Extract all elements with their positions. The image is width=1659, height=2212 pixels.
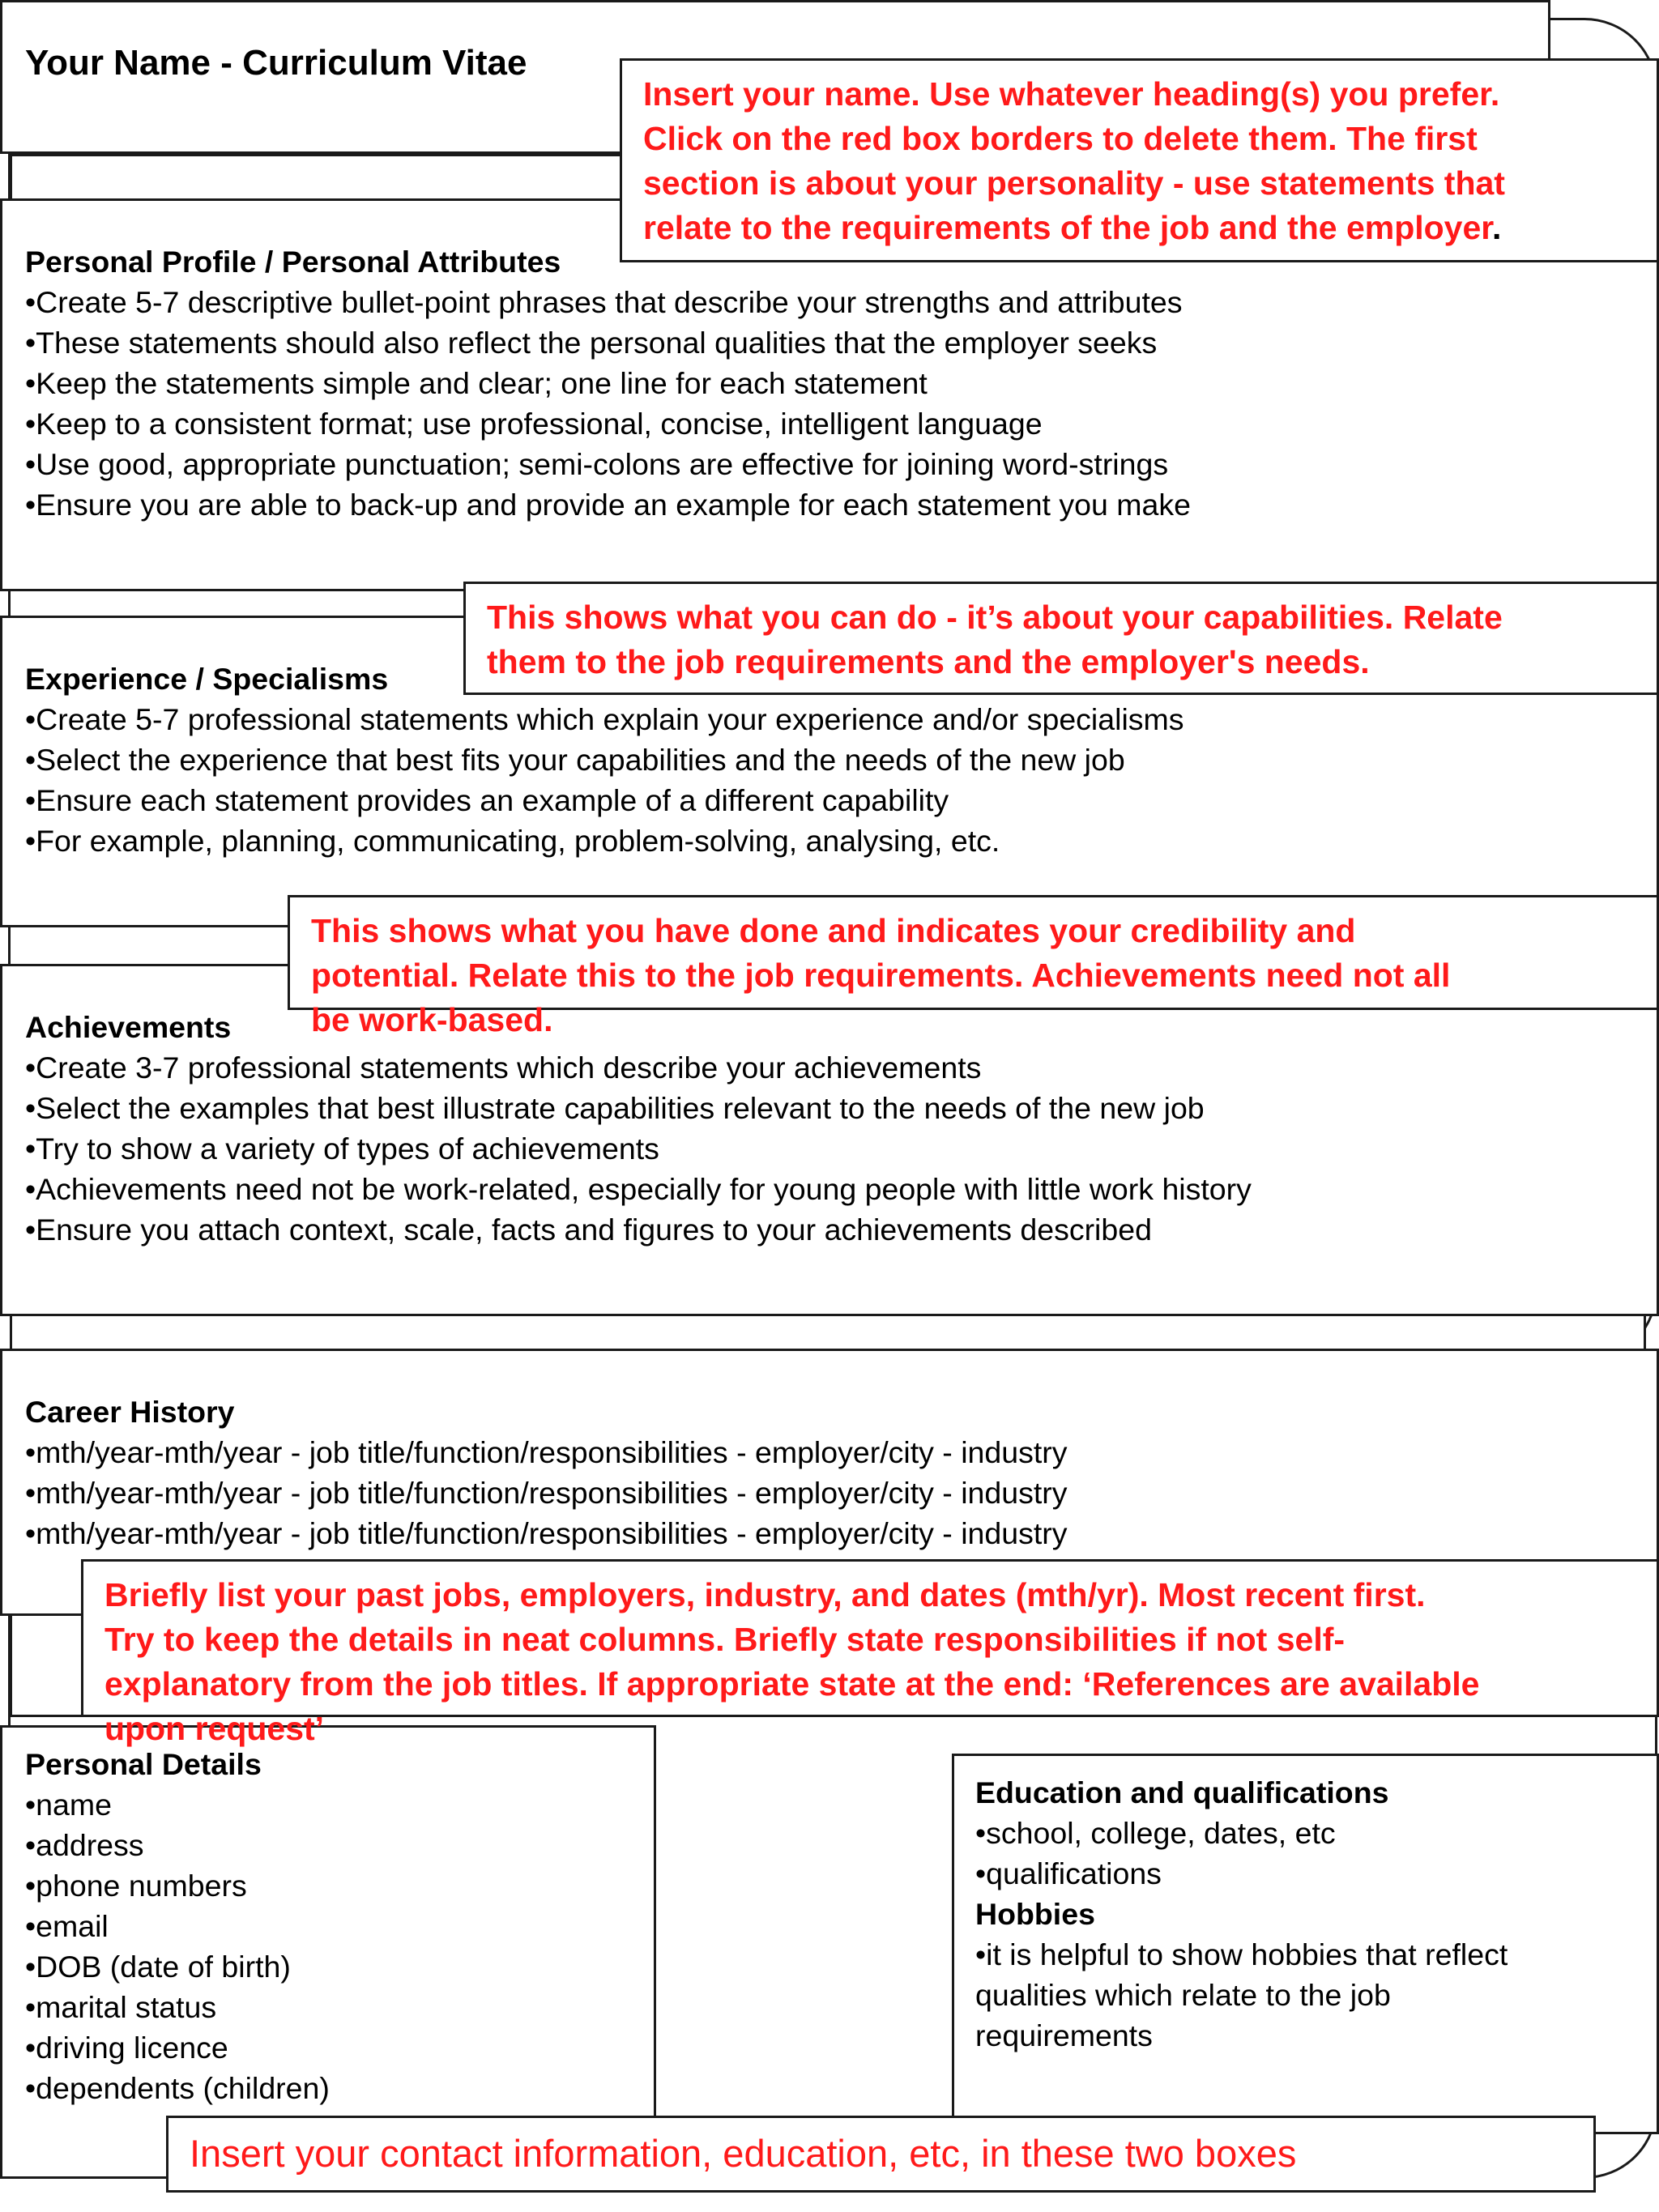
- profile-item: •These statements should also reflect the personal qualities that the employer seeks: [25, 326, 1158, 360]
- achievements-content: [25, 1007, 1252, 1250]
- career-item: •mth/year-mth/year - job title/function/responsibilities - employer/city - industry: [25, 1435, 1068, 1469]
- experience-heading: Experience / Specialisms: [25, 662, 389, 696]
- profile-item: •Ensure you are able to back-up and provide an example for each statement you make: [25, 488, 1191, 522]
- achievements-item: •Try to show a variety of types of achievements: [25, 1132, 659, 1166]
- note-line: explanatory from the job titles. If appropriate state at the end: ‘References are available: [104, 1665, 1480, 1703]
- personal-item: •DOB (date of birth): [25, 1950, 291, 1984]
- achievements-item: •Achievements need not be work-related, especially for young people with little work history: [25, 1172, 1252, 1206]
- achievements-heading: Achievements: [25, 1010, 232, 1044]
- experience-item: •For example, planning, communicating, problem-solving, analysing, etc.: [25, 824, 1000, 858]
- profile-item: •Use good, appropriate punctuation; semi-colons are effective for joining word-strings: [25, 447, 1169, 481]
- divider-strip-2: [10, 1312, 1646, 1353]
- education-item: •qualifications: [975, 1856, 1162, 1890]
- personal-item: •driving licence: [25, 2031, 228, 2065]
- experience-item: •Select the experience that best fits your capabilities and the needs of the new job: [25, 743, 1125, 777]
- note-career-instructions[interactable]: [81, 1559, 1659, 1717]
- section-personal-details: [0, 1725, 656, 2179]
- profile-heading: Personal Profile / Personal Attributes: [25, 245, 561, 279]
- personal-item: •dependents (children): [25, 2071, 330, 2105]
- note-line: be work-based.: [311, 1001, 553, 1038]
- note-line: them to the job requirements and the employer's needs.: [487, 643, 1370, 680]
- page-title: Your Name - Curriculum Vitae: [25, 43, 527, 83]
- note-line: [104, 1707, 1636, 1724]
- note-line-text: relate to the requirements of the job and the employer: [643, 209, 1492, 246]
- profile-item: •Keep the statements simple and clear; one line for each statement: [25, 366, 928, 400]
- note-line: potential. Relate this to the job requirements. Achievements need not all: [311, 957, 1451, 994]
- hobbies-item: requirements: [975, 2018, 1153, 2052]
- profile-content: [25, 241, 1191, 525]
- section-education: [952, 1754, 1659, 2134]
- hobbies-item: •it is helpful to show hobbies that reflect: [975, 1937, 1508, 1971]
- achievements-item: •Create 3-7 professional statements which describe your achievements: [25, 1051, 982, 1085]
- profile-item: •Create 5-7 descriptive bullet-point phrases that describe your strengths and attributes: [25, 285, 1183, 319]
- note-line-tail: .: [1491, 209, 1502, 246]
- personal-item: •phone numbers: [25, 1869, 247, 1903]
- note-line: [643, 206, 1636, 250]
- note-achievements-instructions[interactable]: [288, 895, 1659, 1038]
- profile-item: •Keep to a consistent format; use professional, concise, intelligent language: [25, 407, 1043, 441]
- career-content: [25, 1392, 1068, 1554]
- note-line: This shows what you can do - it’s about your capabilities. Relate: [487, 599, 1503, 636]
- personal-heading: Personal Details: [25, 1747, 262, 1781]
- note-line: Insert your name. Use whatever heading(s) you prefer.: [643, 75, 1500, 113]
- personal-item: •email: [25, 1909, 109, 1943]
- personal-item: •address: [25, 1828, 144, 1862]
- note-line: Insert your contact information, education, etc, in these two boxes: [190, 2132, 1297, 2175]
- hobbies-item: qualities which relate to the job: [975, 1978, 1391, 2012]
- career-item: •mth/year-mth/year - job title/function/responsibilities - employer/city - industry: [25, 1476, 1068, 1510]
- education-content: [975, 1772, 1508, 2056]
- experience-item: •Create 5-7 professional statements which explain your experience and/or specialisms: [25, 702, 1184, 736]
- note-line: This shows what you have done and indicates your credibility and: [311, 912, 1356, 949]
- note-line: section is about your personality - use statements that: [643, 164, 1505, 202]
- note-line: Try to keep the details in neat columns. Briefly state responsibilities if not self-: [104, 1621, 1346, 1658]
- education-item: •school, college, dates, etc: [975, 1816, 1336, 1850]
- education-heading: Education and qualifications: [975, 1775, 1389, 1809]
- achievements-item: •Ensure you attach context, scale, facts and figures to your achievements described: [25, 1213, 1152, 1247]
- personal-content: [25, 1744, 330, 2108]
- note-name-instructions[interactable]: [620, 58, 1659, 262]
- career-item: •mth/year-mth/year - job title/function/responsibilities - employer/city - industry: [25, 1516, 1068, 1550]
- note-line: Briefly list your past jobs, employers, industry, and dates (mth/yr). Most recent first.: [104, 1576, 1426, 1613]
- note-experience-instructions[interactable]: [463, 582, 1659, 695]
- note-contact-instructions[interactable]: [166, 2116, 1596, 2193]
- experience-item: •Ensure each statement provides an example of a different capability: [25, 783, 949, 817]
- personal-item: •name: [25, 1788, 112, 1822]
- personal-item: •marital status: [25, 1990, 217, 2024]
- hobbies-heading: Hobbies: [975, 1897, 1095, 1931]
- achievements-item: •Select the examples that best illustrate capabilities relevant to the needs of the new job: [25, 1091, 1205, 1125]
- note-line: Click on the red box borders to delete them. The first: [643, 120, 1478, 157]
- career-heading: Career History: [25, 1395, 235, 1429]
